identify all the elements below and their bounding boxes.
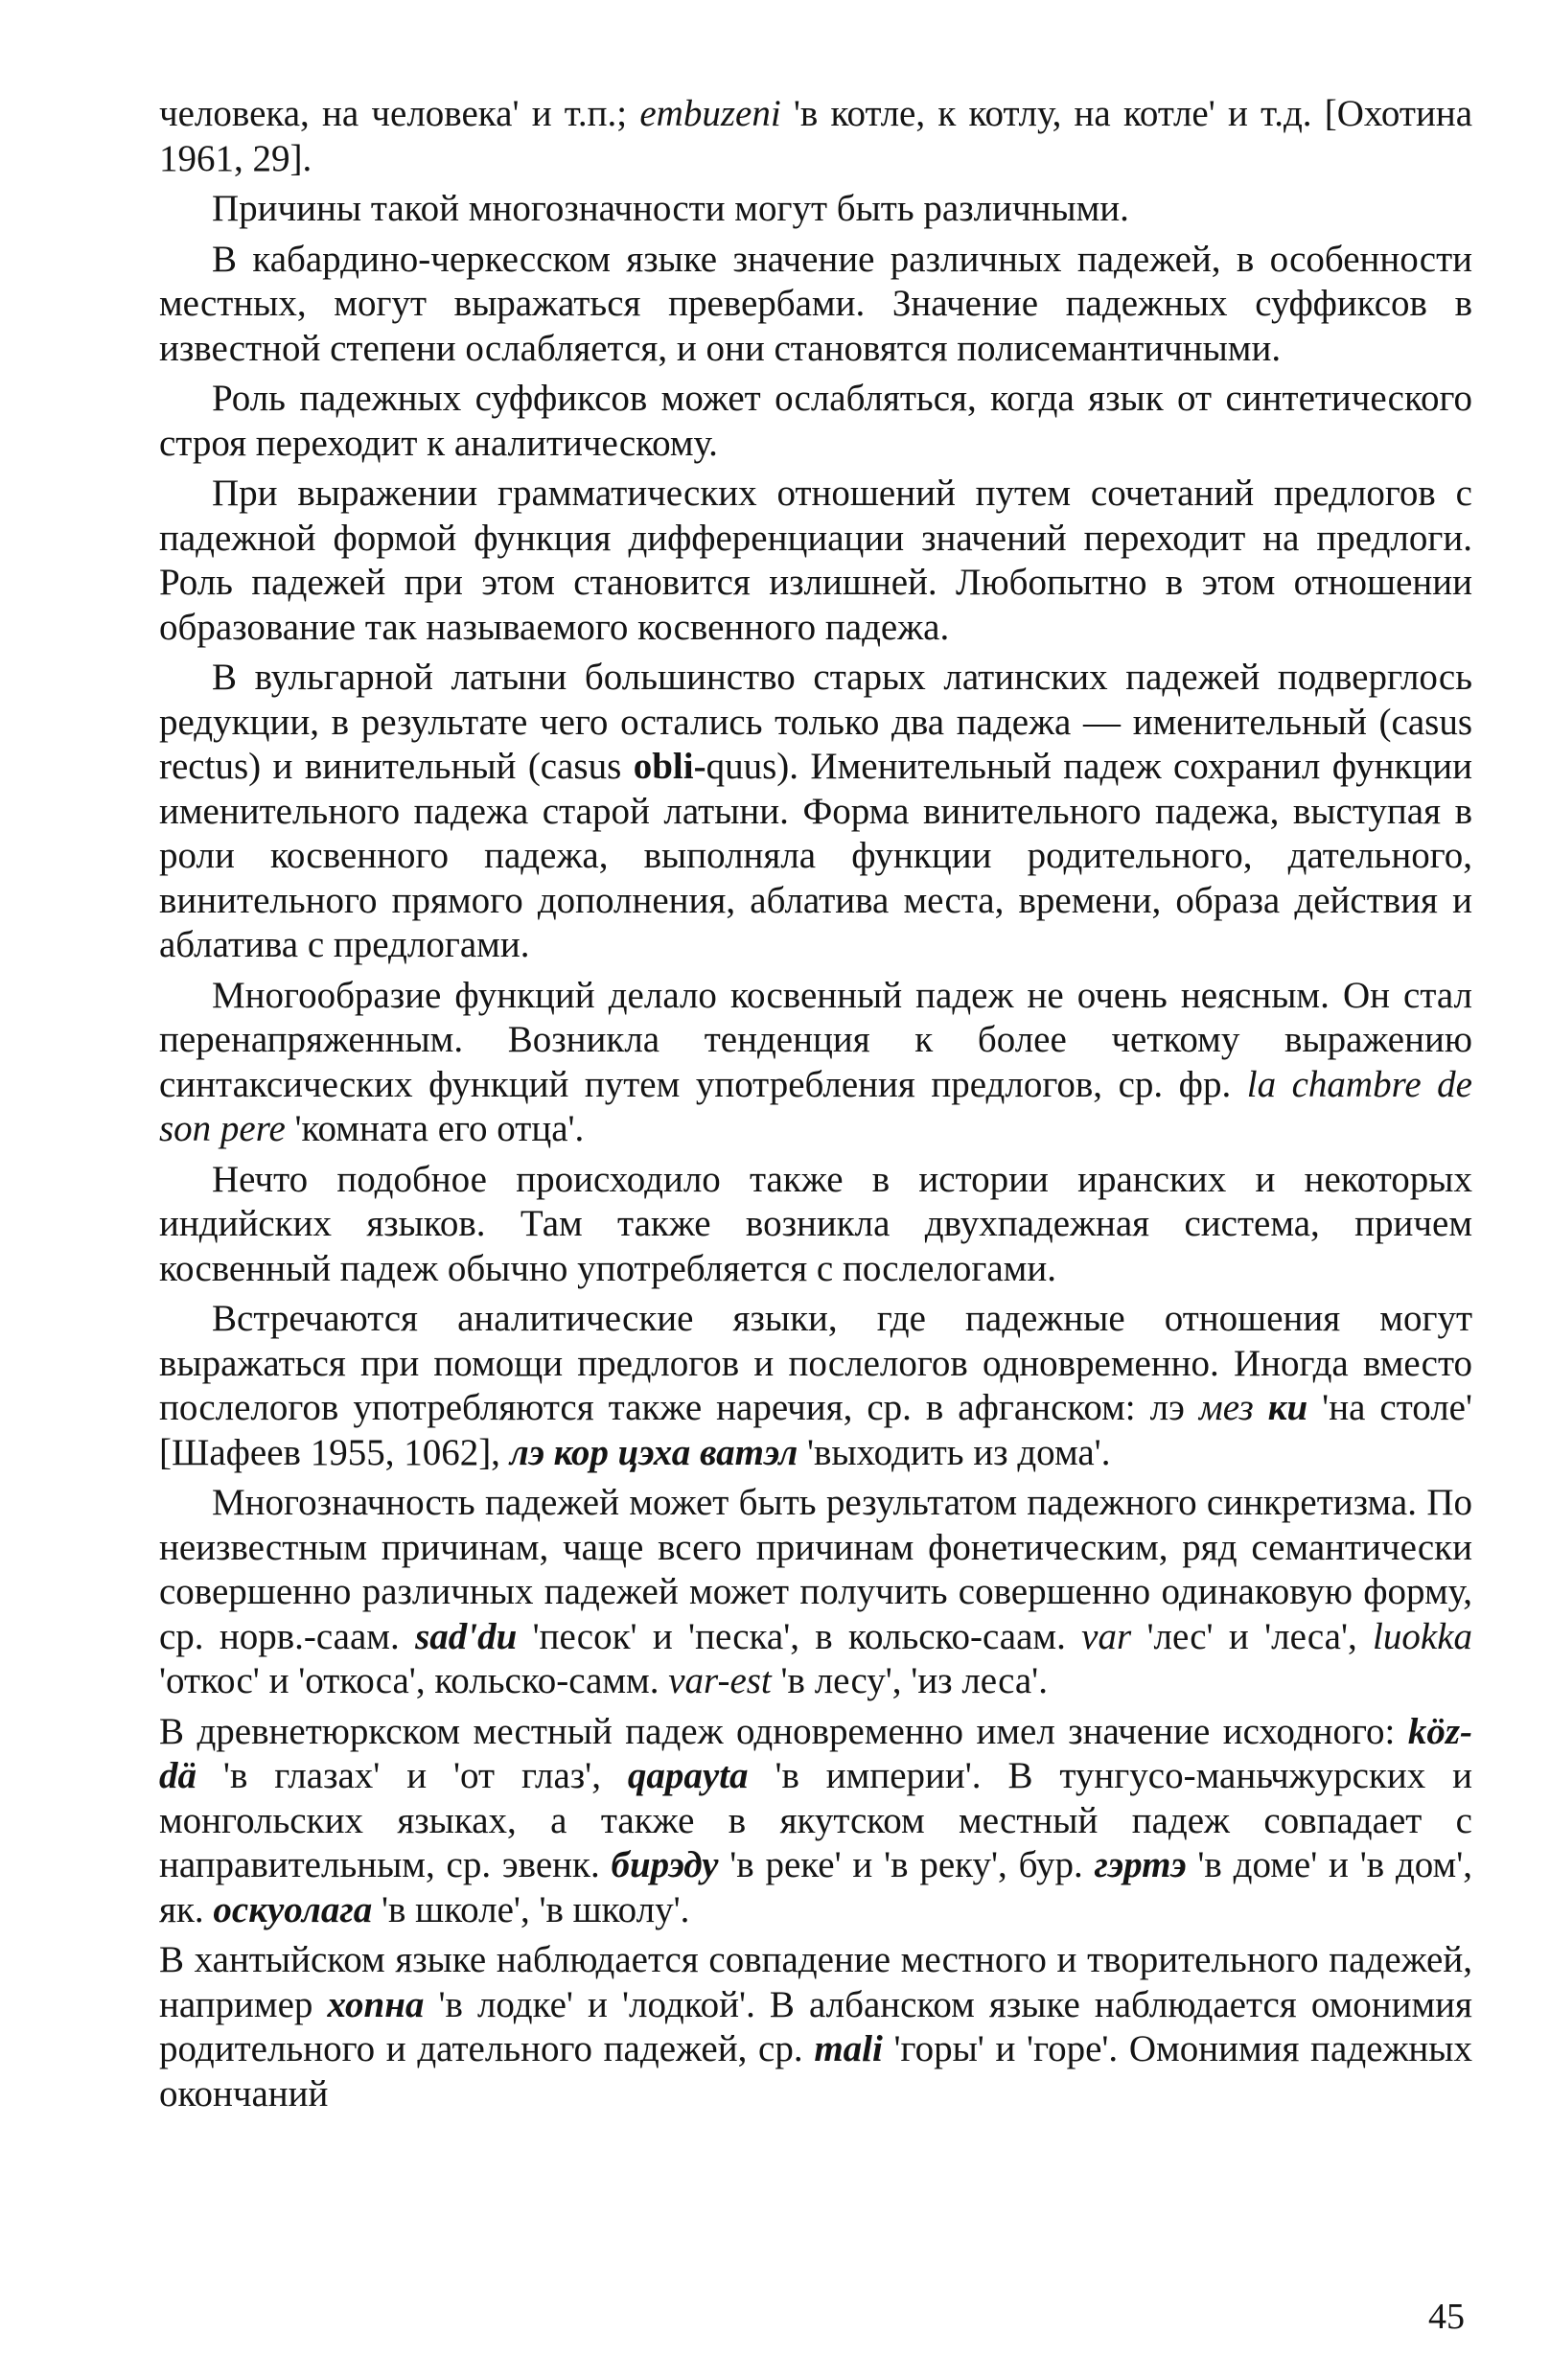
foreign-word: бирэду (611, 1844, 719, 1885)
foreign-word: qapayta (627, 1755, 749, 1796)
text: 'в школе', 'в школу'. (372, 1888, 690, 1930)
text: 'в лесу', 'из леса'. (771, 1660, 1048, 1701)
text: Встречаются аналитические языки, где падежные отношения могут выражаться при помощи предлогов и послелогов одновременно. Иногда вместо послелогов употребляются также наречия, ср. в афганском: лэ (159, 1298, 1472, 1428)
text: 'в реке' и 'в реку', бур. (718, 1844, 1095, 1885)
paragraph-3: В кабардино-черкесском языке значение различных падежей, в особенности местных, могут выражаться превербами. Значение падежных суффиксов в известной степени ослабляется, и они становятся полисемантичными. (159, 238, 1472, 369)
text: 'откос' и 'откоса', кольско-самм. (159, 1660, 669, 1701)
foreign-word: гэртэ (1094, 1844, 1187, 1885)
foreign-word: хопна (327, 1983, 425, 2025)
foreign-word: luokka (1373, 1615, 1473, 1657)
text: В хантыйском языке наблюдается совпадение местного и творительного падежей, например (159, 1939, 1472, 2025)
foreign-word: var (1081, 1615, 1132, 1657)
text: 'горы' и 'горе'. Омонимия падежных окончаний (159, 2028, 1472, 2114)
foreign-phrase: лэ кор цэха ватэл (509, 1431, 798, 1473)
text: 'лес' и 'леса', (1131, 1615, 1374, 1657)
text: 'в глазах' и 'от глаз', (197, 1755, 628, 1796)
foreign-word: mali (814, 2028, 883, 2069)
paragraph-7 (159, 974, 1472, 1152)
bold-word: obli- (633, 746, 706, 787)
paragraph-2: Причины такой многозначности могут быть различными. (212, 188, 1129, 229)
foreign-phrase: la chambre de son pere (159, 1063, 1472, 1149)
foreign-word: var-est (668, 1660, 772, 1701)
text: quus). Именительный падеж сохранил функции именительного падежа старой латыни. Форма винительного падежа, выступая в роли косвенного падежа, выполняла функции родительного, дательного, винительного прямого дополнения, аблатива места, времени, образа действия и аблатива с предлогами. (159, 746, 1472, 965)
text: Многозначность падежей может быть результатом падежного синкретизма. По неизвестным причинам, чаще всего причинам фонетическим, ряд семантически совершенно различных падежей может получить совершенно одинаковую форму, ср. норв.-саам. (159, 1482, 1472, 1657)
foreign-word: embuzeni (639, 93, 781, 134)
text: 'в лодке' и 'лодкой'. В албанском языке наблюдается омонимия родительного и дательного падежей, ср. (159, 1983, 1472, 2069)
text: 'выходить из дома'. (798, 1431, 1111, 1473)
paragraph-6 (159, 656, 1472, 968)
text: 'песок' и 'песка', в кольско-саам. (517, 1615, 1082, 1657)
foreign-word: мез (1198, 1387, 1268, 1428)
text: человека, на человека' и т.п.; (159, 93, 640, 134)
text: 'в котле, к котлу, на котле' и т.д. [Охотина 1961, 29]. (159, 93, 1472, 179)
paragraph-12 (159, 1938, 1472, 2116)
text: В древнетюркском местный падеж одновременно имел значение исходного: (159, 1710, 1408, 1752)
paragraph-1 (159, 92, 1472, 181)
foreign-word: köz-dä (159, 1710, 1472, 1796)
paragraph-5: При выражении грамматических отношений путем сочетаний предлогов с падежной формой функция дифференциации значений переходит на предлоги. Роль падежей при этом становится излишней. Любопытно в этом отношении образование так называемого косвенного падежа. (159, 473, 1472, 648)
text: В вульгарной латыни большинство старых латинских падежей подверглось редукции, в результате чего остались только два падежа — именительный (casus rectus) и винительный (casus (159, 657, 1472, 787)
page-body (159, 92, 1472, 2116)
text: 'в империи'. В тунгусо-маньчжурских и монгольских языках, а также в якутском местный падеж совпадает с направительным, ср. эвенк. (159, 1755, 1472, 1885)
paragraph-10 (159, 1481, 1472, 1704)
text: 'в доме' и 'в дом', як. (159, 1844, 1472, 1930)
paragraph-8: Нечто подобное происходило также в истории иранских и некоторых индийских языков. Там также возникла двухпадежная система, причем косвенный падеж обычно употребляется с послелогами. (159, 1158, 1472, 1289)
paragraph-9 (159, 1297, 1472, 1475)
text: 'на столе' [Шафеев 1955, 1062], (159, 1387, 1473, 1473)
paragraph-4: Роль падежных суффиксов может ослабляться, когда язык от синтетического строя переходит к аналитическому. (159, 378, 1472, 464)
foreign-word: ки (1267, 1387, 1308, 1428)
page-number: 45 (1428, 2297, 1465, 2337)
text: 'комната его отца'. (285, 1108, 585, 1149)
foreign-word: оскуолага (213, 1888, 373, 1930)
text: Многообразие функций делало косвенный падеж не очень неясным. Он стал перенапряженным. Возникла тенденция к более четкому выражению синтаксических функций путем употребления предлогов, ср. фр. (159, 974, 1472, 1105)
foreign-word: sad'du (415, 1615, 518, 1657)
paragraph-11 (159, 1710, 1472, 1933)
